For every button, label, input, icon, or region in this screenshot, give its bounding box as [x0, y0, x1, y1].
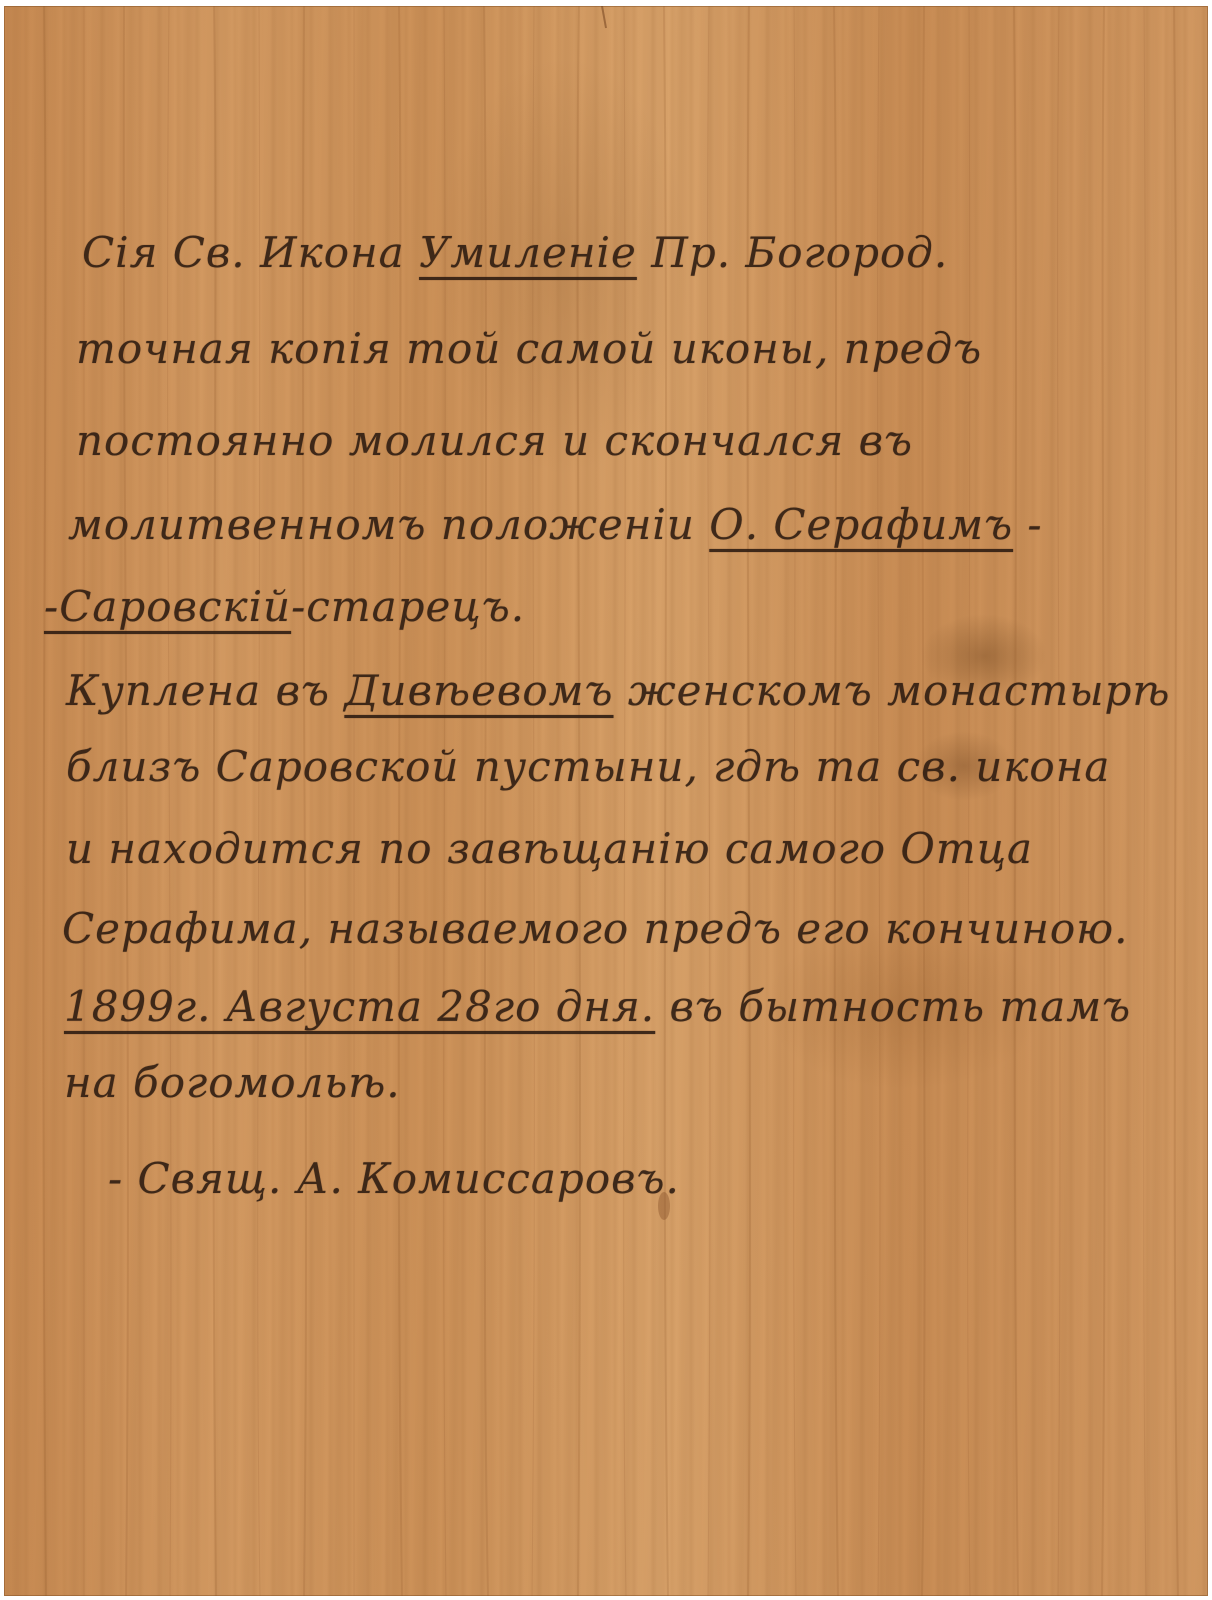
note-line-9: Серафима, называемого предъ его кончиною. — [62, 904, 1129, 953]
note-line-8: и находится по завѣщанію самого Отца — [66, 824, 1034, 873]
handwritten-note — [4, 6, 1208, 1596]
note-line-10: 1899г. Августа 28го дня. въ бытность тамъ — [64, 982, 1132, 1031]
signature: - Свящ. А. Комиссаровъ. — [108, 1154, 680, 1203]
note-line-7: близъ Саровской пустыни, гдѣ та св. икона — [66, 742, 1111, 791]
note-line-11: на богомольѣ. — [64, 1058, 401, 1107]
note-line-4: молитвенномъ положеніи О. Серафимъ - — [68, 500, 1043, 549]
wooden-board — [4, 6, 1208, 1596]
note-line-5: -Саровскій-старецъ. — [44, 582, 526, 631]
note-line-3: постоянно молился и скончался въ — [76, 416, 914, 465]
note-line-2: точная копія той самой иконы, предъ — [76, 324, 983, 373]
note-line-6: Куплена въ Дивѣевомъ женскомъ монастырѣ — [66, 666, 1171, 715]
note-line-1: Сія Св. Икона Умиленіе Пр. Богород. — [82, 228, 949, 277]
